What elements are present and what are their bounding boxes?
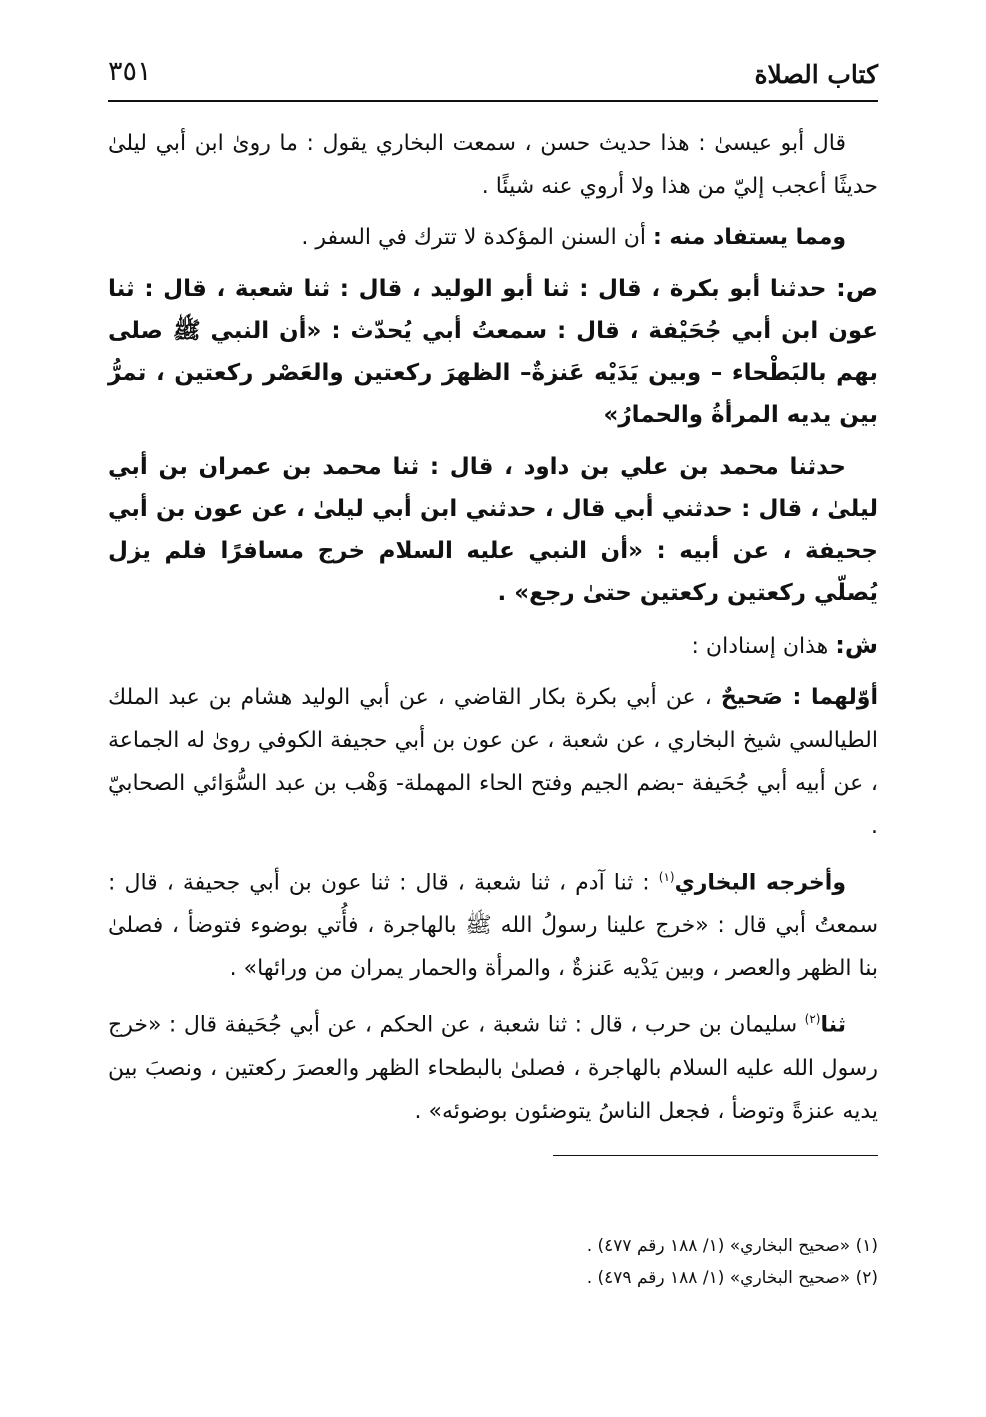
footnote-separator (553, 1155, 878, 1156)
bukhari-2-lead: ثنا (820, 1012, 846, 1038)
paragraph-bukhari-2 (108, 998, 878, 1132)
running-title: كتاب الصلاة (754, 60, 878, 89)
first-isnad-text: ، عن أبي بكرة بكار القاضي ، عن أبي الوليد هشام بن عبد الملك الطيالسي شيخ البخاري ، عن شعبة ، عن عون بن أبي حجيفة الكوفي روىٰ له الجماعة ، عن أبيه أبي جُحَيفة -بضم الجيم وفتح الحاء المهملة- وَهْب بن عبد السُّوَائي الصحابيّ . (108, 685, 878, 839)
paragraph-sharh-intro (108, 624, 878, 668)
footnote-1: (١) «صحيح البخاري» (١/ ١٨٨ رقم ٤٧٧) . (586, 1236, 878, 1256)
footnote-2: (٢) «صحيح البخاري» (١/ ١٨٨ رقم ٤٧٩) . (586, 1268, 878, 1288)
bukhari-1-lead: وأخرجه البخاري (674, 870, 846, 896)
benefit-lead: ومما يستفاد منه : (652, 225, 846, 250)
footnote-ref-1[interactable]: (١) (658, 870, 675, 884)
footnotes (108, 1230, 878, 1294)
paragraph-first-isnad (108, 676, 878, 848)
first-isnad-lead: أوّلهما : صَحيحٌ (720, 685, 878, 710)
paragraph-hadith-1 (108, 267, 878, 436)
page-header (108, 50, 878, 102)
sharh-intro-text: هذان إسنادان : (691, 634, 836, 659)
hadith-1-text: حدثنا أبو بكرة ، قال : ثنا أبو الوليد ، قال : ثنا شعبة ، قال : ثنا عون ابن أبي جُحَيْفة ، قال : سمعتُ أبي يُحدّث : «أن النبي ﷺ صلى بهم بالبَطْحاء – وبين يَدَيْه عَنزةٌ– الظهرَ ركعتين والعَصْر ركعتين ، تمرُّ بين يديه المرأةُ والحمارُ» (108, 276, 878, 428)
page-body (108, 122, 878, 1164)
paragraph-hadith-2: حدثنا محمد بن علي بن داود ، قال : ثنا محمد بن عمران بن أبي ليلىٰ ، قال : حدثني أبي قال ، حدثني ابن أبي ليلىٰ ، عن عون بن أبي جحيفة ، عن أبيه : «أن النبي عليه السلام خرج مسافرًا فلم يزل يُصلّي ركعتين ركعتين حتىٰ رجع» . (108, 454, 878, 606)
paragraph-bukhari-1 (108, 856, 878, 990)
page-number: ٣٥١ (108, 56, 152, 87)
sad-marker: ص: (836, 274, 878, 302)
paragraph-benefit (108, 216, 878, 259)
benefit-text: أن السنن المؤكدة لا تترك في السفر . (301, 225, 653, 250)
shin-marker: ش: (835, 631, 878, 659)
paragraph-tirmidhi-comment: قال أبو عيسىٰ : هذا حديث حسن ، سمعت البخاري يقول : ما روىٰ ابن أبي ليلىٰ حديثًا أعجب إليّ من هذا ولا أروي عنه شيئًا . (108, 131, 878, 199)
bukhari-2-text: سليمان بن حرب ، قال : ثنا شعبة ، عن الحكم ، عن أبي جُحَيفة قال : «خرج رسول الله عليه السلام بالهاجرة ، فصلىٰ بالبطحاء الظهر والعصرَ ركعتين ، ونصبَ بين يديه عنزةً وتوضأ ، فجعل الناسُ يتوضئون بوضوئه» . (108, 1012, 878, 1124)
footnote-ref-2[interactable]: (٢) (804, 1012, 821, 1027)
bukhari-1-text: : ثنا آدم ، ثنا شعبة ، قال : ثنا عون بن أبي جحيفة ، قال : سمعتُ أبي قال : «خرج علينا رسولُ الله ﷺ بالهاجرة ، فأُتي بوضوء فتوضأ ، فصلىٰ بنا الظهر والعصر ، وبين يَدْيه عَنزةٌ ، والمرأة والحمار يمران من ورائها» . (108, 870, 878, 982)
